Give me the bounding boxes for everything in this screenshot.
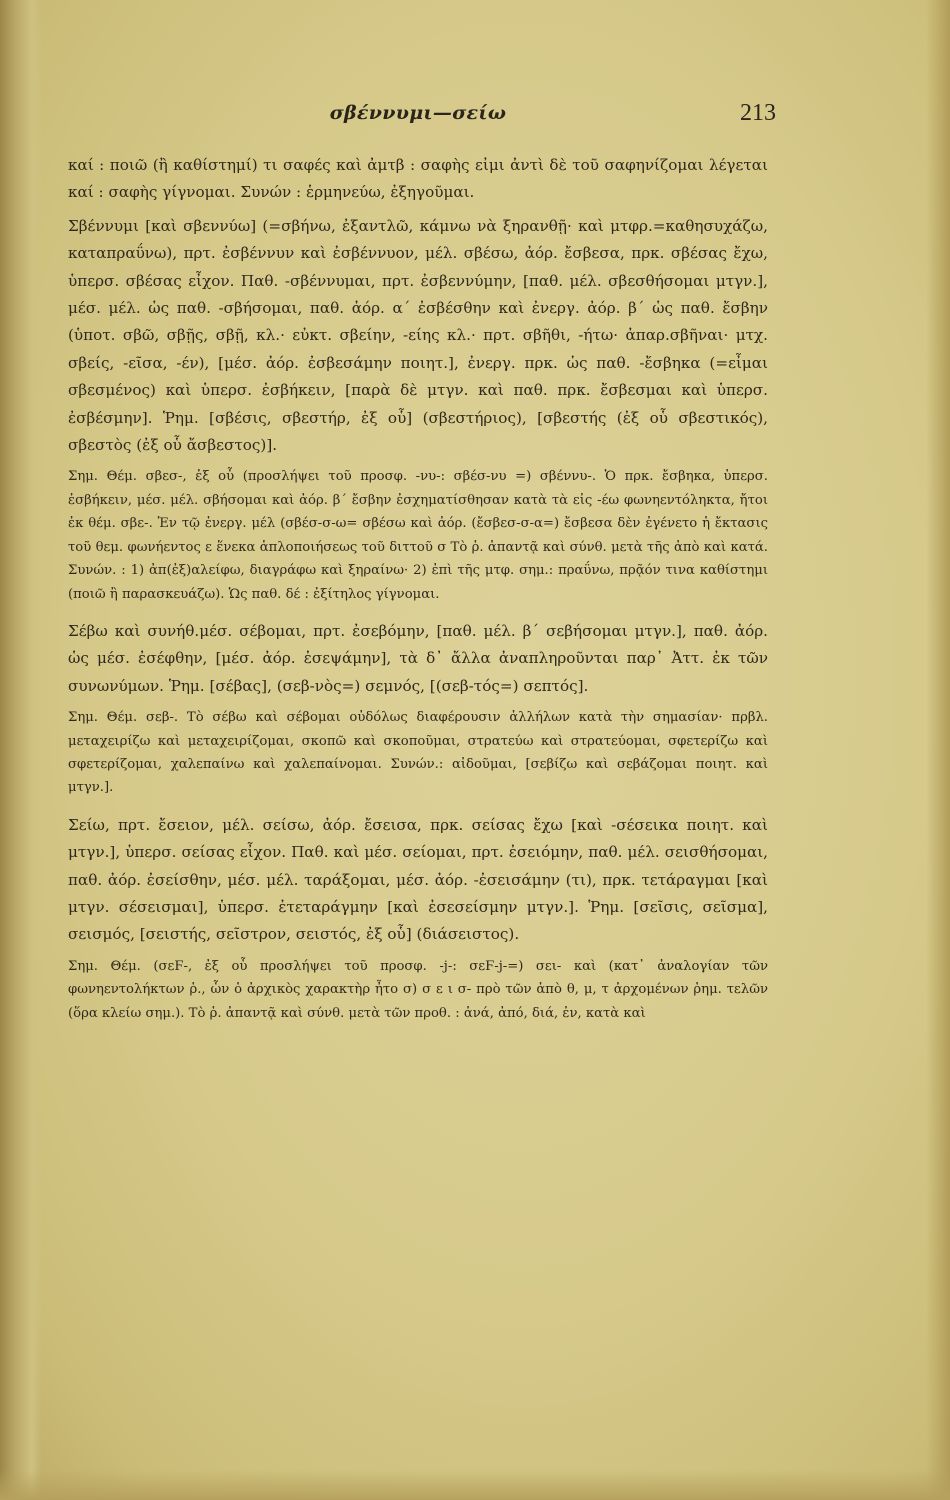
paragraph: καί : ποιῶ (ἢ καθίστημί) τι σαφές καὶ ἀμτβ : σαφὴς εἰμι ἀντὶ δὲ τοῦ σαφηνίζομαι λέγεται καί : σαφὴς γίγνομαι. Συνών : ἑρμηνεύω, ἐξηγοῦμαι. xyxy=(68,156,768,202)
entry-sebo xyxy=(68,618,768,700)
note-seio xyxy=(68,955,768,1025)
paragraph: Σέβω καὶ συνήθ.μέσ. σέβομαι, πρτ. ἐσεβόμην, [παθ. μέλ. β΄ σεβήσομαι μτγν.], παθ. ἀόρ. ὡς μέσ. ἐσέφθην, [μέσ. ἀόρ. ἐσεψάμην], τὰ δ᾽ ἄλλα ἀναπληροῦνται παρ᾽ Ἀττ. ἐκ τῶν συνωνύμων. Ῥημ. [σέβας], (σεβ-νὸς=) σεμνός, [(σεβ-τός=) σεπτός]. xyxy=(68,621,768,695)
paragraph: Σβέννυμι [καὶ σβεννύω] (=σβήνω, ἐξαντλῶ, κάμνω νὰ ξηρανθῇ· καὶ μτφρ.=καθησυχάζω, καταπραΰνω), πρτ. ἐσβέννυν καὶ ἐσβέννυον, μέλ. σβέσω, ἀόρ. ἔσβεσα, πρκ. σβέσας ἔχω, ὑπερσ. σβέσας εἶχον. Παθ. -σβέννυμαι, πρτ. ἐσβεννύμην, [παθ. μέλ. σβεσθήσομαι μτγν.], μέσ. μέλ. ὡς παθ. -σβήσομαι, παθ. ἀόρ. α΄ ἐσβέσθην καὶ ἐνεργ. ἀόρ. β΄ ὡς παθ. ἔσβην (ὑποτ. σβῶ, σβῇς, σβῇ, κλ.· εὐκτ. σβείην, -είης κλ.· πρτ. σβῆθι, -ήτω· ἀπαρ.σβῆναι· μτχ. σβείς, -εῖσα, -έν), [μέσ. ἀόρ. ἐσβεσάμην ποιητ.], ἐνεργ. πρκ. ὡς παθ. -ἔσβηκα (=εἶμαι σβεσμένος) καὶ ὑπερσ. ἐσβήκειν, [παρὰ δὲ μτγν. καὶ παθ. πρκ. ἔσβεσμαι καὶ ὑπερσ. ἐσβέσμην]. Ῥημ. [σβέσις, σβεστήρ, ἐξ οὗ] (σβεστήριος), [σβεστής (ἐξ οὗ σβεστικός), σβεστὸς (ἐξ οὗ ἄσβεστος)]. xyxy=(68,216,768,455)
note-sbennymi xyxy=(68,465,768,605)
paragraph: Σημ. Θέμ. σεβ-. Τὸ σέβω καὶ σέβομαι οὐδόλως διαφέρουσιν ἀλλήλων κατὰ τὴν σημασίαν· πρβλ. μεταχειρίζω καὶ μεταχειρίζομαι, σκοπῶ καὶ σκοποῦμαι, στρατεύω καὶ στρατεύομαι, σφετερίζω καὶ σφετερίζομαι, χαλεπαίνω καὶ χαλεπαίνομαι. Συνών.: αἰδοῦμαι, [σεβίζω καὶ σεβάζομαι ποιητ. καὶ μτγν.]. xyxy=(68,710,768,796)
note-sebo xyxy=(68,706,768,800)
page-number: 213 xyxy=(740,100,776,126)
page-edge-bottom xyxy=(0,1470,950,1500)
page-header xyxy=(68,100,776,134)
page-spine-shadow xyxy=(0,0,42,1500)
paragraph: Σημ. Θέμ. σβεσ-, ἐξ οὗ (προσλήψει τοῦ προσφ. -νυ-: σβέσ-νυ =) σβέννυ-. Ὁ πρκ. ἔσβηκα, ὑπερσ. ἐσβήκειν, μέσ. μέλ. σβήσομαι καὶ ἀόρ. β΄ ἔσβην ἐσχηματίσθησαν κατὰ τὰ εἰς -έω φωνηεντόληκτα, ἤτοι ἐκ θέμ. σβε-. Ἐν τῷ ἐνεργ. μέλ (σβέσ-σ-ω= σβέσω καὶ ἀόρ. (ἔσβεσ-σ-α=) ἔσβεσα δὲν ἐγένετο ἡ ἔκτασις τοῦ θεμ. φωνήεντος ε ἕνεκα ἁπλοποιήσεως τοῦ διττοῦ σ Τὸ ῥ. ἀπαντᾷ καὶ σύνθ. μετὰ τῆς ἀπὸ καὶ κατά. Συνών. : 1) ἀπ(ἐξ)αλείφω, διαγράφω καὶ ξηραίνω· 2) ἐπὶ τῆς μτφ. σημ.: πραΰνω, πρᾷόν τινα καθίστημι (ποιῶ ἢ παρασκευάζω). Ὡς παθ. δέ : ἐξίτηλος γίγνομαι. xyxy=(68,469,768,602)
entry-sbennymi xyxy=(68,213,768,460)
entry-continuation-saphes xyxy=(68,152,768,207)
running-head: σβέννυμι—σείω xyxy=(329,102,507,124)
paragraph: Σημ. Θέμ. (σεϜ-, ἐξ οὗ προσλήψει τοῦ προσφ. -j-: σεϜ-j-=) σει- καὶ (κατ᾽ ἀναλογίαν τῶν φωνηεντολήκτων ῥ., ὧν ὁ ἀρχικὸς χαρακτὴρ ἦτο σ) σ ε ι σ- πρὸ τῶν ἀπὸ θ, μ, τ ἀρχομένων ῥημ. τελῶν (ὅρα κλείω σημ.). Τὸ ῥ. ἀπαντᾷ καὶ σύνθ. μετὰ τῶν προθ. : ἀνά, ἀπό, διά, ἐν, κατὰ καὶ xyxy=(68,958,768,1021)
entry-seio xyxy=(68,812,768,949)
page-edge-right xyxy=(926,0,950,1500)
page-body xyxy=(68,152,768,1025)
paragraph: Σείω, πρτ. ἔσειον, μέλ. σείσω, ἀόρ. ἔσεισα, πρκ. σείσας ἔχω [καὶ -σέσεικα ποιητ. καὶ μτγν.], ὑπερσ. σείσας εἶχον. Παθ. καὶ μέσ. σείομαι, πρτ. ἐσειόμην, παθ. μέλ. σεισθήσομαι, παθ. ἀόρ. ἐσείσθην, μέσ. μέλ. ταράξομαι, μέσ. ἀόρ. -ἐσεισάμην (τι), πρκ. τετάραγμαι [καὶ μτγν. σέσεισμαι], ὑπερσ. ἐτεταράγμην [καὶ ἐσεσείσμην μτγν.]. Ῥημ. [σεῖσις, σεῖσμα], σεισμός, [σειστής, σεῖστρον, σειστός, ἐξ οὗ] (διάσειστος). xyxy=(68,815,768,944)
